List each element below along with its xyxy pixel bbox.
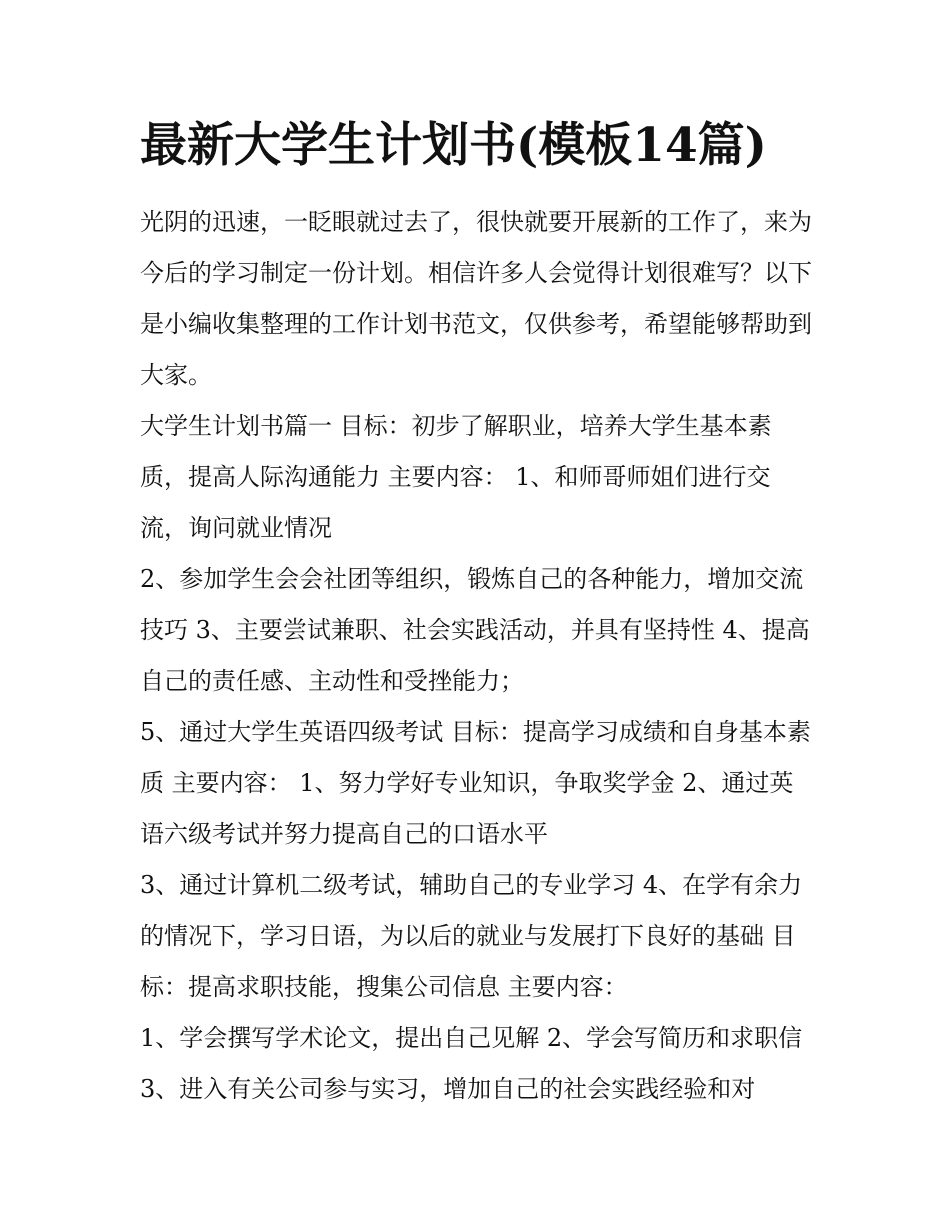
document-title: 最新大学生计划书(模板14篇) [140, 118, 767, 173]
paragraph-plan-one-goal: 大学生计划书篇一 目标：初步了解职业，培养大学生基本素质，提高人际沟通能力 主要内容： 1、和师哥师姐们进行交流，询问就业情况 [140, 412, 772, 542]
paragraph-computer-exam: 3、通过计算机二级考试，辅助自己的专业学习 4、在学有余力的情况下，学习日语，为以后的就业与发展打下良好的基础 目标：提高求职技能，搜集公司信息 主要内容： [140, 871, 803, 1001]
paragraph-student-union: 2、参加学生会会社团等组织，锻炼自己的各种能力，增加交流技巧 3、主要尝试兼职、社会实践活动，并具有坚持性 4、提高自己的责任感、主动性和受挫能力； [140, 565, 810, 695]
paragraph-intro: 光阴的迅速，一眨眼就过去了，很快就要开展新的工作了，来为今后的学习制定一份计划。相信许多人会觉得计划很难写？以下是小编收集整理的工作计划书范文，仅供参考，希望能够帮助到大家。 [140, 208, 812, 389]
document-body [140, 197, 815, 1115]
paragraph-academic-writing: 1、学会撰写学术论文，提出自己见解 2、学会写简历和求职信 3、进入有关公司参与实习，增加自己的社会实践经验和对 [140, 1024, 803, 1103]
paragraph-cet4: 5、通过大学生英语四级考试 目标：提高学习成绩和自身基本素质 主要内容： 1、努力学好专业知识，争取奖学金 2、通过英语六级考试并努力提高自己的口语水平 [140, 718, 811, 848]
